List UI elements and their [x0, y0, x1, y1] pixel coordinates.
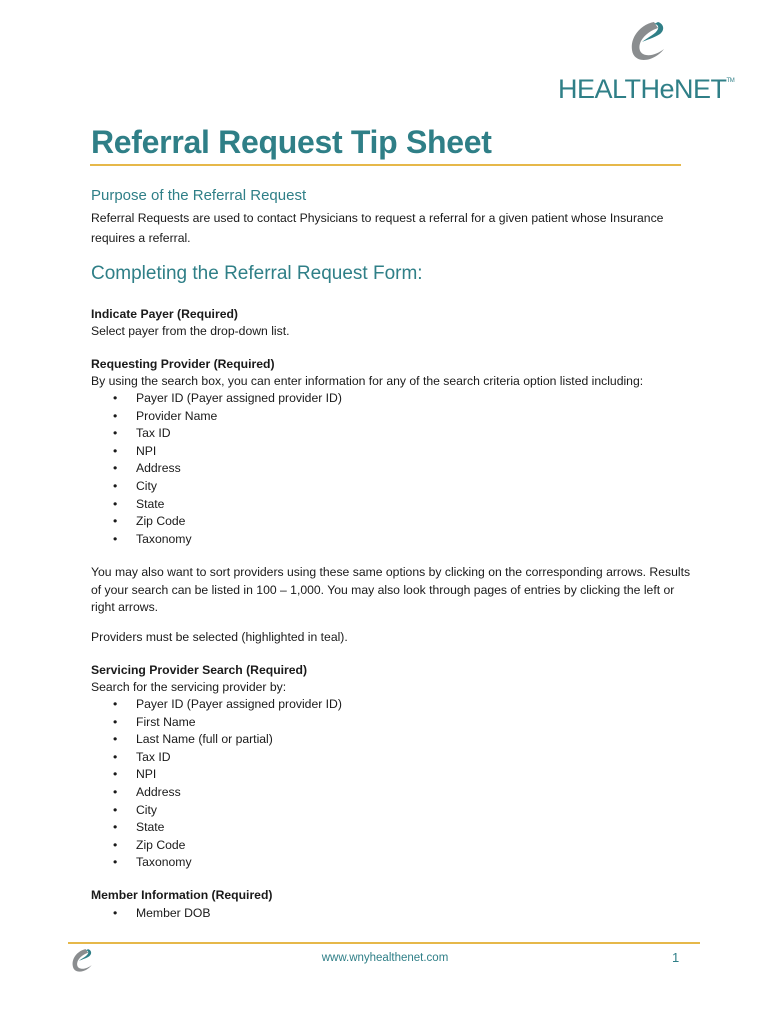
servicing-text: Search for the servicing provider by:: [91, 680, 287, 694]
list-item: • Taxonomy: [91, 531, 342, 549]
payer-text: Select payer from the drop-down list.: [91, 324, 290, 338]
footer-website-link[interactable]: www.wnyhealthenet.com: [321, 952, 449, 964]
healthenet-logo: [556, 18, 746, 104]
member-list: [91, 905, 211, 923]
page-number: 1: [672, 950, 680, 965]
sort-text: You may also want to sort providers using these same options by clicking on the corresponding arrows. Results of your search can be listed in 100 – 1,000. You may also look through pages of entries by clicking the left or right arrows.: [91, 565, 691, 614]
list-item: • State: [91, 819, 342, 837]
member-heading: Member Information (Required): [91, 888, 273, 902]
purpose-heading: Purpose of the Referral Request: [91, 187, 307, 204]
selected-text: Providers must be selected (highlighted in teal).: [91, 630, 348, 644]
list-item: • Zip Code: [91, 837, 342, 855]
list-item: • Zip Code: [91, 513, 342, 531]
footer-divider: [68, 942, 700, 944]
list-item: • Tax ID: [91, 425, 342, 443]
list-item: • Last Name (full or partial): [91, 731, 342, 749]
servicing-criteria-list: [91, 696, 342, 872]
list-item: • Payer ID (Payer assigned provider ID): [91, 696, 342, 714]
list-item: • City: [91, 478, 342, 496]
list-item: • Payer ID (Payer assigned provider ID): [91, 390, 342, 408]
servicing-heading: Servicing Provider Search (Required): [91, 663, 308, 677]
list-item: • State: [91, 496, 342, 514]
list-item: • NPI: [91, 443, 342, 461]
list-item: • Address: [91, 460, 342, 478]
list-item: • City: [91, 802, 342, 820]
requesting-criteria-list: [91, 390, 342, 548]
requesting-text: By using the search box, you can enter information for any of the search criteria option listed including:: [91, 374, 644, 388]
logo-wordmark: HEALTHeNET™: [558, 74, 735, 104]
title-divider: [90, 164, 681, 166]
list-item: • Taxonomy: [91, 854, 342, 872]
purpose-text: Referral Requests are used to contact Physicians to request a referral for a given patient whose Insurance requires a referral.: [91, 211, 664, 245]
requesting-heading: Requesting Provider (Required): [91, 357, 275, 371]
list-item: • NPI: [91, 766, 342, 784]
list-item: • Provider Name: [91, 408, 342, 426]
list-item: • Tax ID: [91, 749, 342, 767]
payer-heading: Indicate Payer (Required): [91, 307, 238, 321]
list-item: • Member DOB: [91, 905, 211, 923]
completing-heading: Completing the Referral Request Form:: [91, 263, 423, 284]
page-title: Referral Request Tip Sheet: [91, 124, 492, 160]
list-item: • First Name: [91, 714, 342, 732]
swoosh-e-icon: [624, 18, 668, 66]
list-item: • Address: [91, 784, 342, 802]
